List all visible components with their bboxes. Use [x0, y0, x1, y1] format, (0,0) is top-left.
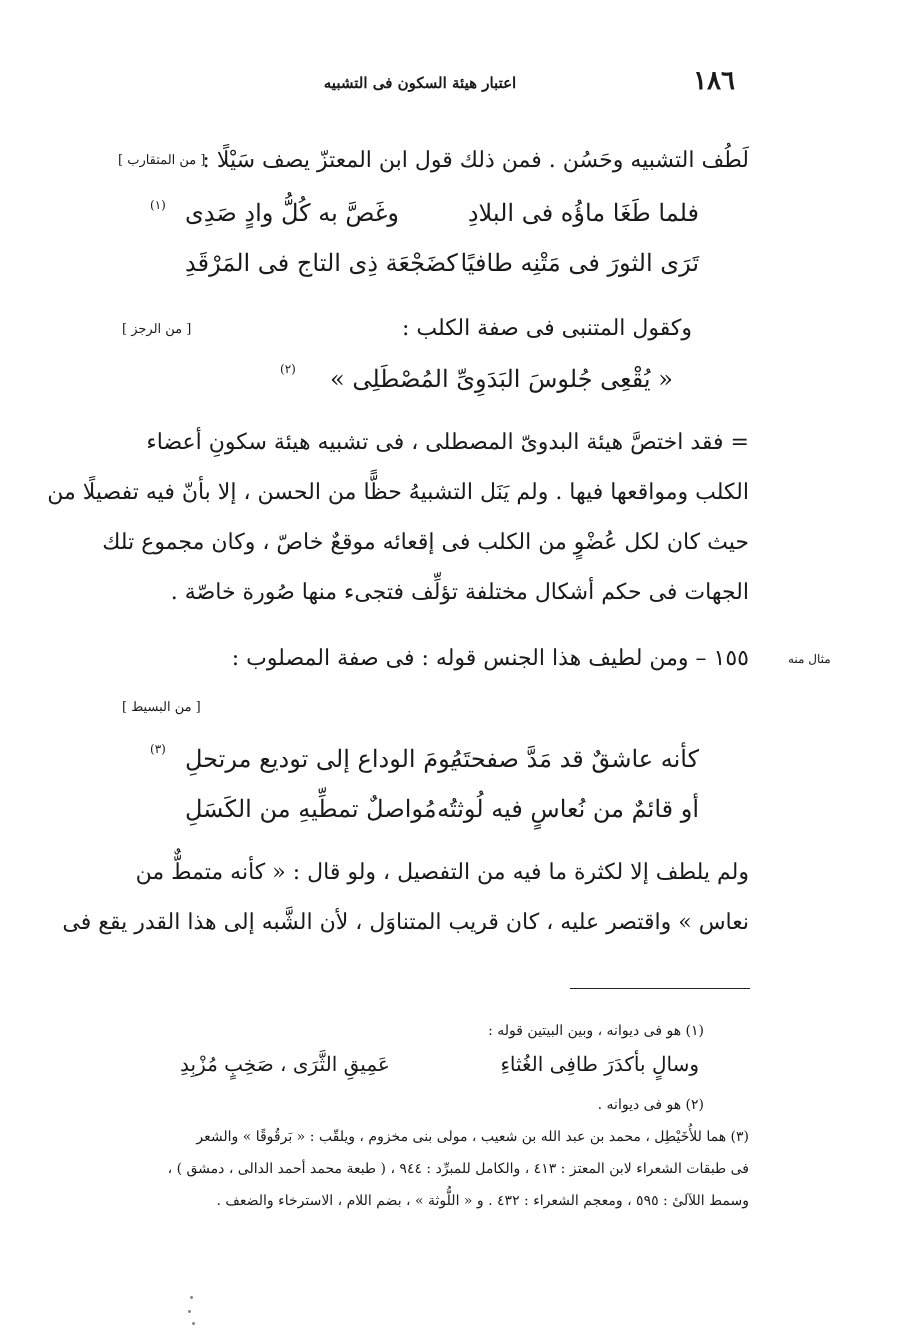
footnote-ref-3: (٣): [150, 742, 166, 756]
running-title: اعتبار هيئة السكون فى التشبيه: [323, 74, 517, 92]
paragraph-1-line-2: الكلب ومواقعها فيها . ولم يَنَل التشبيهُ حظًّا من الحسن ، إلا بأنّ فيه تفصيلًا من: [47, 480, 749, 505]
meter-label-mutaqarib: [ من المتقارب ]: [118, 153, 206, 168]
verse-1b-second-hemistich: كضَجْعَة ذِى التاج فى المَرْقَدِ: [185, 249, 458, 277]
verse-3a-first-hemistich: كأنه عاشقٌ قد مَدَّ صفحتَهُ: [450, 745, 699, 773]
verse-3a-second-hemistich: يومَ الوداع إلى توديع مرتحلِ: [185, 745, 458, 773]
verse-2: « يُقْعِى جُلوسَ البَدَوِىِّ المُصْطَلِى »: [330, 365, 673, 393]
footnote-1-verse-second: عَمِيقِ الثَّرَى ، صَخِبٍ مُزْبِدِ: [180, 1052, 390, 1076]
meter-label-rajaz: [ من الرجز ]: [122, 322, 192, 337]
paragraph-2-line-2: نعاس » واقتصر عليه ، كان قريب المتناوَل ، لأن الشَّبه إلى هذا القدر يقع فى: [62, 910, 749, 935]
footnote-3-line-2: فى طبقات الشعراء لابن المعتز : ٤١٣ ، والكامل للمبرِّد : ٩٤٤ ، ( طبعة محمد أحمد الدالى ، دمشق ) ،: [167, 1161, 749, 1177]
scan-speck: [192, 1322, 195, 1325]
mutanabbi-line: وكقول المتنبى فى صفة الكلب :: [401, 316, 692, 341]
page-number: ١٨٦: [693, 66, 735, 96]
footnote-1-verse-first: وسالٍ بأكدَرَ طافِى الغُثاءِ: [500, 1052, 699, 1076]
section-155-heading: ١٥٥ – ومن لطيف هذا الجنس قوله : فى صفة المصلوب :: [231, 646, 749, 671]
footnote-2: (٢) هو فى ديوانه .: [597, 1097, 704, 1113]
paragraph-1-line-3: حيث كان لكل عُضْوٍ من الكلب فى إقعائه موقعٌ خاصّ ، وكان مجموع تلك: [102, 530, 749, 555]
verse-1b-first-hemistich: تَرَى الثورَ فى مَتْنِه طافيًا: [460, 249, 699, 277]
margin-note: مثال منه: [788, 652, 831, 666]
footnote-ref-1: (١): [150, 198, 166, 212]
meter-label-basit: [ من البسيط ]: [122, 700, 201, 715]
verse-3b-second-hemistich: مُواصلٌ تمطِّيهِ من الكَسَلِ: [185, 795, 437, 823]
paragraph-2-line-1: ولم يلطف إلا لكثرة ما فيه من التفصيل ، ولو قال : « كأنه متمطٌّ من: [135, 860, 749, 885]
footnote-3-line-1: (٣) هما للأُخَيْطِل ، محمد بن عبد الله بن شعيب ، مولى بنى مخزوم ، ويلقّب : « بَرقُوقًا » والشعر: [196, 1129, 749, 1145]
paragraph-1-line-4: الجهات فى حكم أشكال مختلفة تؤلِّف فتجىء منها صُورة خاصّة .: [170, 580, 749, 605]
verse-1a-first-hemistich: فلما طَغَا ماؤُه فى البلادِ: [467, 199, 699, 227]
scan-speck: [188, 1310, 191, 1313]
footnote-ref-2: (٢): [280, 362, 296, 376]
paragraph-1-line-1: = فقد اختصَّ هيئة البدوىّ المصطلى ، فى تشبيه هيئة سكونِ أعضاء: [146, 430, 749, 455]
footnote-1-intro: (١) هو فى ديوانه ، وبين البيتين قوله :: [488, 1023, 704, 1039]
scan-speck: [190, 1296, 193, 1299]
verse-1a-second-hemistich: وغَصَّ به كُلُّ وادٍ صَدِى: [185, 199, 399, 227]
intro-line: لَطُف التشبيه وحَسُن . فمن ذلك قول ابن المعتزّ يصف سَيْلًا :: [202, 148, 749, 173]
footnote-3-line-3: وسمط اللآلىٔ : ٥٩٥ ، ومعجم الشعراء : ٤٣٢ . و « اللُّوثة » ، بضم اللام ، الاسترخاء والضعف .: [216, 1193, 749, 1209]
footnote-rule: [570, 988, 750, 989]
verse-3b-first-hemistich: أو قائمٌ من نُعاسٍ فيه لُوثتُه: [437, 795, 699, 823]
